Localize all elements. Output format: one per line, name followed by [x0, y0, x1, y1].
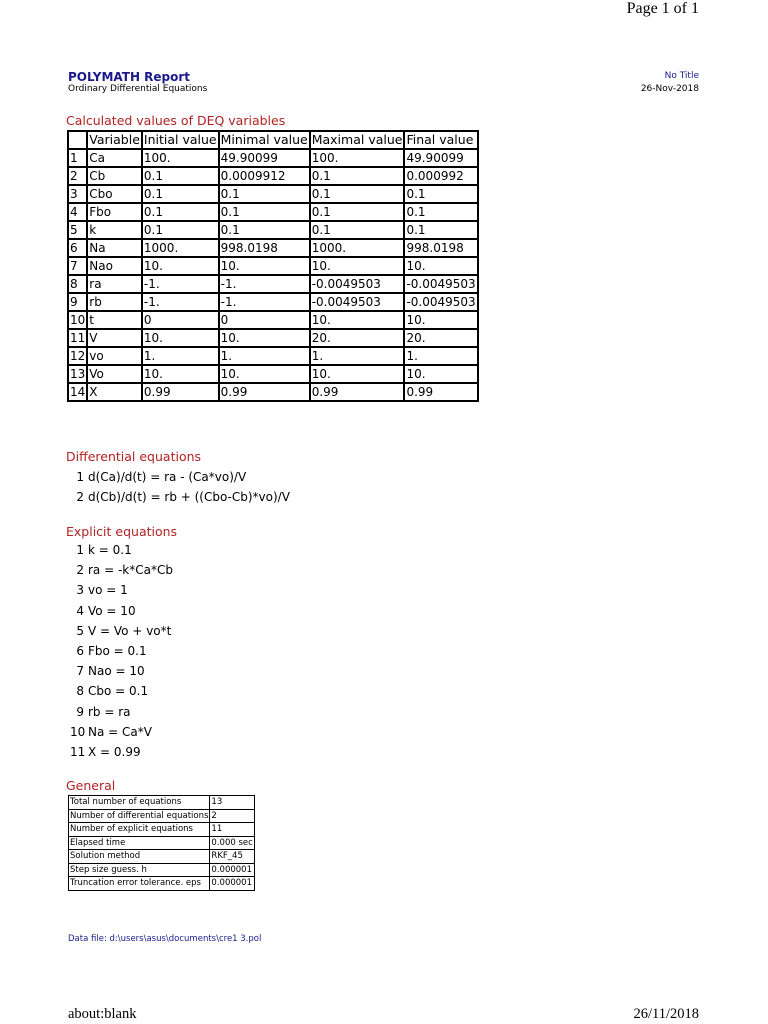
- equation-number: 7: [76, 664, 84, 679]
- deq-table-row: [68, 167, 478, 185]
- row-index: 9: [68, 293, 87, 311]
- general-table-row: [69, 836, 255, 850]
- general-label-cell: Number of explicit equations: [69, 823, 210, 837]
- explicit-equation: [70, 621, 173, 641]
- variable-cell: k: [87, 221, 142, 239]
- deq-variables-table: [67, 130, 479, 402]
- explicit-equation: [70, 681, 173, 701]
- minimal-value-cell: 0.1: [219, 185, 310, 203]
- deq-table-row: [68, 149, 478, 167]
- footer-url: about:blank: [68, 1006, 137, 1022]
- maximal-value-cell: 1.: [310, 347, 405, 365]
- equation-text: d(Cb)/d(t) = rb + ((Cbo-Cb)*vo)/V: [88, 490, 290, 505]
- row-index: 5: [68, 221, 87, 239]
- initial-value-cell: 0.1: [142, 185, 219, 203]
- general-label-cell: Elapsed time: [69, 836, 210, 850]
- variable-cell: Cbo: [87, 185, 142, 203]
- initial-value-cell: 0.1: [142, 203, 219, 221]
- row-index: 12: [70, 349, 86, 363]
- minimal-value-cell: 10.: [219, 329, 310, 347]
- initial-value-cell: 10.: [142, 329, 219, 347]
- equation-text: Fbo = 0.1: [88, 643, 147, 658]
- row-index: 6: [68, 239, 87, 257]
- initial-value-cell: 100.: [142, 149, 219, 167]
- minimal-value-cell: -1.: [219, 275, 310, 293]
- final-value-cell: 0.1: [404, 203, 477, 221]
- deq-table-row: [68, 275, 478, 293]
- final-value-cell: 10.: [404, 365, 477, 383]
- row-index: 11: [70, 331, 86, 345]
- deq-table-row: [68, 311, 478, 329]
- initial-value-cell: 0: [142, 311, 219, 329]
- minimal-value-cell: 0.0009912: [219, 167, 310, 185]
- deq-col-index: [68, 131, 87, 149]
- general-label-cell: Total number of equations: [69, 796, 210, 810]
- deq-col-variable: Variable: [89, 132, 140, 147]
- equation-number: 9: [76, 704, 84, 719]
- report-title: POLYMATH Report: [68, 70, 191, 84]
- general-table-row: [69, 863, 255, 877]
- explicit-equation: [70, 661, 173, 681]
- equation-number: 8: [76, 684, 84, 699]
- general-table-row: [69, 809, 255, 823]
- explicit-equation-list: [70, 540, 173, 762]
- maximal-value-cell: -0.0049503: [310, 293, 405, 311]
- initial-value-cell: 10.: [142, 257, 219, 275]
- maximal-value-cell: 100.: [310, 149, 405, 167]
- differential-equation: [70, 487, 290, 507]
- row-index: 1: [68, 149, 87, 167]
- explicit-section-heading: Explicit equations: [66, 524, 178, 539]
- equation-number: 2: [76, 490, 84, 505]
- minimal-value-cell: 998.0198: [219, 239, 310, 257]
- row-index: 7: [68, 257, 87, 275]
- deq-section-heading: Calculated values of DEQ variables: [66, 113, 286, 128]
- deq-col-initial: Initial value: [143, 132, 217, 147]
- final-value-cell: 998.0198: [404, 239, 477, 257]
- page-number: Page 1 of 1: [626, 0, 699, 17]
- report-subtitle: Ordinary Differential Equations: [68, 84, 208, 94]
- equation-text: Vo = 10: [88, 603, 136, 618]
- equation-number: 2: [76, 563, 84, 578]
- deq-header-row: [68, 131, 478, 149]
- equation-number: 11: [70, 744, 86, 759]
- explicit-equation: [70, 601, 173, 621]
- maximal-value-cell: 0.1: [310, 167, 405, 185]
- explicit-equation: [70, 742, 173, 762]
- deq-col-maximal: Maximal value: [311, 132, 403, 147]
- deq-table-row: [68, 203, 478, 221]
- equation-text: Na = Ca*V: [88, 724, 152, 739]
- maximal-value-cell: 10.: [310, 365, 405, 383]
- maximal-value-cell: 1000.: [310, 239, 405, 257]
- maximal-value-cell: 10.: [310, 257, 405, 275]
- deq-table-row: [68, 347, 478, 365]
- general-value-cell: 0.000001: [210, 863, 254, 877]
- maximal-value-cell: -0.0049503: [310, 275, 405, 293]
- explicit-equation: [70, 702, 173, 722]
- initial-value-cell: 1000.: [142, 239, 219, 257]
- general-value-cell: 0.000 sec: [211, 837, 253, 848]
- general-label-cell: Truncation error tolerance. eps: [69, 877, 210, 891]
- initial-value-cell: -1.: [142, 293, 219, 311]
- equation-number: 10: [70, 724, 86, 739]
- initial-value-cell: 0.1: [142, 221, 219, 239]
- initial-value-cell: -1.: [142, 275, 219, 293]
- minimal-value-cell: 0.1: [219, 221, 310, 239]
- minimal-value-cell: 0.99: [219, 383, 310, 401]
- no-title-label: No Title: [664, 71, 699, 81]
- deq-table-row: [68, 257, 478, 275]
- minimal-value-cell: 10.: [219, 365, 310, 383]
- deq-table-row: [68, 383, 478, 401]
- variable-cell: rb: [87, 293, 142, 311]
- final-value-cell: 1.: [404, 347, 477, 365]
- maximal-value-cell: 0.1: [310, 203, 405, 221]
- minimal-value-cell: 0: [219, 311, 310, 329]
- equation-text: X = 0.99: [88, 744, 141, 759]
- general-info-table: [68, 795, 255, 891]
- general-table-row: [69, 850, 255, 864]
- maximal-value-cell: 20.: [310, 329, 405, 347]
- row-index: 14: [70, 385, 86, 399]
- variable-cell: V: [87, 329, 142, 347]
- final-value-cell: 0.1: [404, 221, 477, 239]
- general-value-cell: RKF_45: [210, 850, 254, 864]
- explicit-equation: [70, 580, 173, 600]
- general-table-row: [69, 823, 255, 837]
- explicit-equation: [70, 540, 173, 560]
- equation-text: Cbo = 0.1: [88, 684, 149, 699]
- variable-cell: Nao: [87, 257, 142, 275]
- deq-col-final: Final value: [404, 131, 477, 149]
- deq-table-row: [68, 239, 478, 257]
- final-value-cell: 20.: [404, 329, 477, 347]
- initial-value-cell: 1.: [142, 347, 219, 365]
- final-value-cell: -0.0049503: [406, 295, 476, 309]
- general-table-row: [69, 796, 255, 810]
- final-value-cell: 10.: [404, 311, 477, 329]
- deq-col-minimal: Minimal value: [220, 132, 308, 147]
- row-index: 13: [70, 367, 86, 381]
- row-index: 3: [68, 185, 87, 203]
- initial-value-cell: 0.99: [142, 383, 219, 401]
- general-value-cell: 11: [210, 823, 254, 837]
- general-label-cell: Solution method: [69, 850, 210, 864]
- explicit-equation: [70, 722, 173, 742]
- variable-cell: Vo: [87, 365, 142, 383]
- row-index: 4: [68, 203, 87, 221]
- variable-cell: X: [87, 383, 142, 401]
- general-value-cell: 2: [210, 809, 254, 823]
- row-index: 10: [70, 313, 86, 327]
- explicit-equation: [70, 560, 173, 580]
- general-section-heading: General: [66, 778, 116, 793]
- deq-table-row: [68, 365, 478, 383]
- maximal-value-cell: 0.99: [310, 383, 405, 401]
- footer-date: 26/11/2018: [633, 1006, 699, 1022]
- report-date: 26-Nov-2018: [640, 84, 699, 94]
- maximal-value-cell: 0.1: [310, 185, 405, 203]
- minimal-value-cell: 1.: [219, 347, 310, 365]
- equation-text: k = 0.1: [88, 543, 132, 557]
- equation-number: 6: [76, 643, 84, 658]
- minimal-value-cell: 49.90099: [219, 149, 310, 167]
- data-file-path: Data file: d:\users\asus\documents\cre1 3.pol: [68, 934, 262, 944]
- variable-cell: Na: [87, 239, 142, 257]
- final-value-cell: 0.1: [404, 185, 477, 203]
- equation-text: V = Vo + vo*t: [88, 623, 172, 638]
- maximal-value-cell: 10.: [310, 311, 405, 329]
- row-index: 2: [68, 167, 87, 185]
- general-value-cell: 0.000001: [210, 877, 254, 891]
- equation-text: ra = -k*Ca*Cb: [88, 563, 173, 578]
- deq-table-row: [68, 329, 478, 347]
- equation-text: d(Ca)/d(t) = ra - (Ca*vo)/V: [88, 470, 247, 484]
- general-table-row: [69, 877, 255, 891]
- deq-table-row: [68, 293, 478, 311]
- deq-table-row: [68, 185, 478, 203]
- equation-number: 5: [76, 623, 84, 638]
- explicit-equation: [70, 641, 173, 661]
- equation-number: 3: [76, 583, 84, 598]
- variable-cell: t: [87, 311, 142, 329]
- differential-section-heading: Differential equations: [66, 449, 202, 464]
- equation-number: 4: [76, 603, 84, 618]
- row-index: 8: [68, 275, 87, 293]
- variable-cell: Ca: [87, 149, 142, 167]
- variable-cell: vo: [87, 347, 142, 365]
- equation-text: Nao = 10: [88, 664, 145, 679]
- final-value-cell: 0.000992: [404, 167, 477, 185]
- differential-equation-list: [70, 467, 290, 507]
- variable-cell: ra: [87, 275, 142, 293]
- general-label-cell: Step size guess. h: [69, 863, 210, 877]
- final-value-cell: 10.: [404, 257, 477, 275]
- minimal-value-cell: -1.: [219, 293, 310, 311]
- final-value-cell: 49.90099: [404, 149, 477, 167]
- initial-value-cell: 10.: [142, 365, 219, 383]
- variable-cell: Cb: [87, 167, 142, 185]
- differential-equation: [70, 467, 290, 487]
- initial-value-cell: 0.1: [142, 167, 219, 185]
- final-value-cell: 0.99: [404, 383, 477, 401]
- general-label-cell: Number of differential equations: [70, 810, 209, 821]
- equation-text: vo = 1: [88, 583, 128, 598]
- maximal-value-cell: 0.1: [310, 221, 405, 239]
- equation-number: 1: [76, 543, 84, 557]
- deq-table-row: [68, 221, 478, 239]
- final-value-cell: -0.0049503: [406, 277, 476, 291]
- equation-text: rb = ra: [88, 704, 131, 719]
- variable-cell: Fbo: [87, 203, 142, 221]
- general-value-cell: 13: [210, 796, 254, 810]
- minimal-value-cell: 10.: [219, 257, 310, 275]
- equation-number: 1: [76, 470, 84, 484]
- minimal-value-cell: 0.1: [219, 203, 310, 221]
